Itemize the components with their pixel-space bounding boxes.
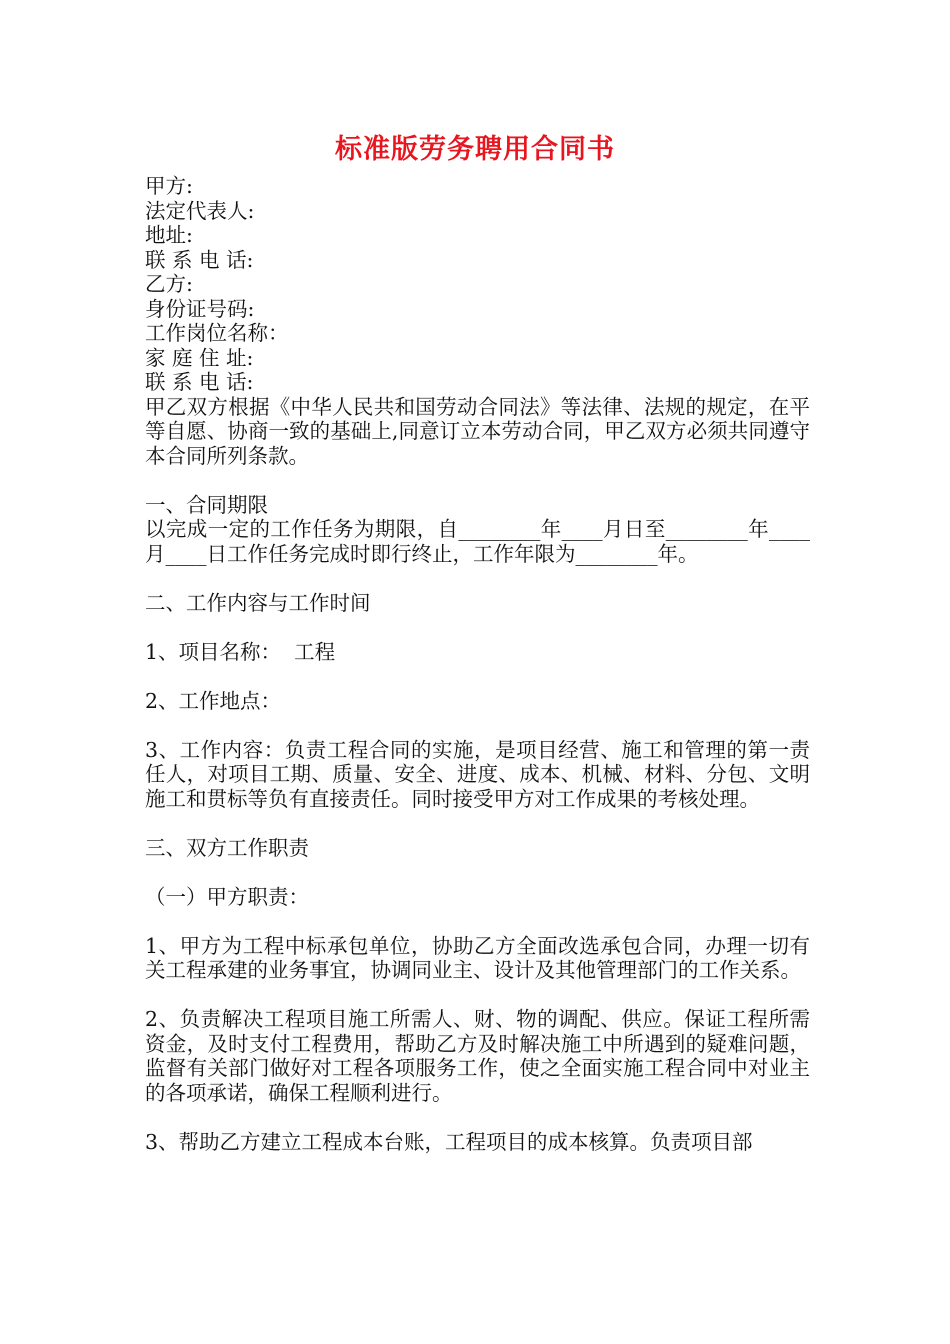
section3-heading: 三、双方工作职责	[145, 835, 309, 860]
field-address: 地址:	[145, 223, 193, 247]
section1-body: 以完成一定的工作任务为期限，自________年____月日至________年____月____日工作任务完成时即行终止，工作年限为________年。	[145, 517, 810, 566]
item-project-name: 1、项目名称： 工程	[145, 639, 336, 664]
document-title: 标准版劳务聘用合同书	[335, 134, 615, 165]
duty-item-2: 2、负责解决工程项目施工所需人、财、物的调配、供应。保证工程所需资金，及时支付工程费用，帮助乙方及时解决施工中所遇到的疑难问题，监督有关部门做好对工程各项服务工作，使之全面实施工程合同中对业主的各项承诺，确保工程顺利进行。	[145, 1007, 810, 1105]
duty-item-1: 1、甲方为工程中标承包单位，协助乙方全面改选承包合同，办理一切有关工程承建的业务事宜，协调同业主、设计及其他管理部门的工作关系。	[145, 933, 810, 982]
section2-heading: 二、工作内容与工作时间	[145, 590, 371, 615]
section1-heading: 一、合同期限	[145, 492, 268, 517]
document-body	[145, 174, 810, 1154]
field-job-title: 工作岗位名称：	[145, 321, 289, 345]
field-legal-representative: 法定代表人:	[145, 198, 255, 223]
field-home-address: 家 庭 住 址:	[145, 345, 254, 370]
field-party-a: 甲方:	[145, 174, 193, 198]
field-id-number: 身份证号码:	[145, 296, 255, 321]
item-work-location: 2、工作地点：	[145, 688, 282, 713]
intro-paragraph: 甲乙双方根据《中华人民共和国劳动合同法》等法律、法规的规定，在平等自愿、协商一致的基础上,同意订立本劳动合同，甲乙双方必须共同遵守本合同所列条款。	[145, 394, 810, 468]
duty-item-3: 3、帮助乙方建立工程成本台账，工程项目的成本核算。负责项目部	[145, 1129, 753, 1154]
field-phone-b: 联 系 电 话:	[145, 370, 254, 394]
field-phone-a: 联 系 电 话:	[145, 247, 254, 272]
party-a-duties-heading: （一）甲方职责：	[145, 884, 309, 909]
field-party-b: 乙方:	[145, 272, 193, 296]
item-work-content: 3、工作内容：负责工程合同的实施，是项目经营、施工和管理的第一责任人，对项目工期、质量、安全、进度、成本、机械、材料、分包、文明施工和贯标等负有直接责任。同时接受甲方对工作成果的考核处理。	[145, 737, 810, 811]
